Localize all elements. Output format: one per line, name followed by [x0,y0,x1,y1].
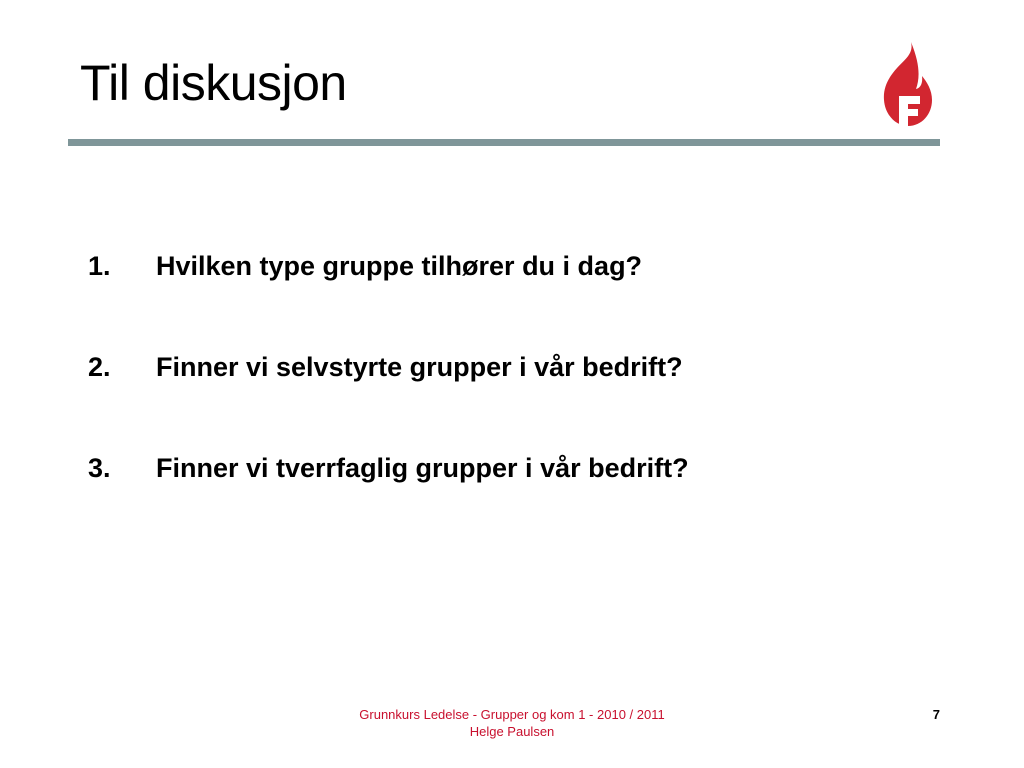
list-item [88,351,948,452]
page-number: 7 [932,707,940,722]
question-text: Hvilken type gruppe tilhører du i dag? [156,251,643,281]
question-number: 3. [88,453,111,483]
question-list [88,250,948,553]
footer-course-label: Grunnkurs Ledelse - Grupper og kom 1 - 2010 / 2011 [359,707,665,722]
list-item [88,452,948,553]
title-divider [68,139,940,146]
question-text: Finner vi tverrfaglig grupper i vår bedrift? [156,453,689,483]
question-text: Finner vi selvstyrte grupper i vår bedrift? [156,352,683,382]
question-number: 2. [88,352,111,382]
slide-footer [300,706,724,740]
flame-f-logo-icon [878,40,936,128]
question-number: 1. [88,251,111,281]
slide-title: Til diskusjon [80,55,347,111]
footer-author: Helge Paulsen [469,724,555,739]
list-item [88,250,948,351]
